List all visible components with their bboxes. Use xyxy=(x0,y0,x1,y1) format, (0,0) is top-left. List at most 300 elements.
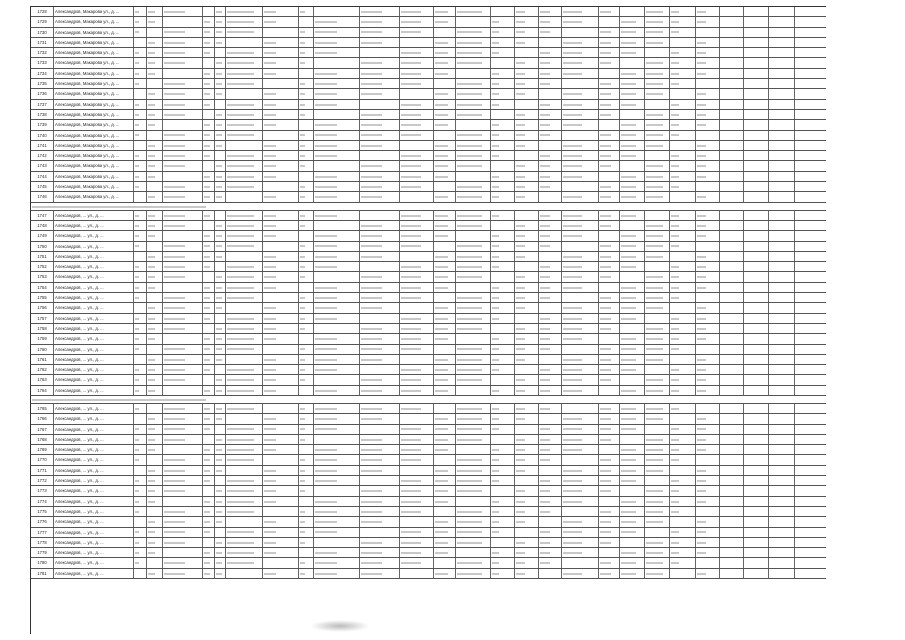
illegible-text xyxy=(516,73,525,75)
cell-col-6 xyxy=(215,355,226,364)
table-row xyxy=(31,445,826,455)
cell-col-20 xyxy=(620,538,645,547)
cell-col-16 xyxy=(515,58,539,67)
cell-col-21 xyxy=(645,252,670,261)
illegible-text xyxy=(135,83,139,85)
cell-col-23 xyxy=(696,242,720,251)
cell-col-8 xyxy=(263,414,299,423)
cell-col-7 xyxy=(226,528,263,537)
cell-col-15 xyxy=(491,172,515,181)
cell-col-13 xyxy=(434,110,456,119)
cell-col-0: 1768 xyxy=(31,435,54,444)
cell-col-22 xyxy=(670,548,696,557)
cell-col-15 xyxy=(491,211,515,220)
cell-col-2 xyxy=(134,172,147,181)
illegible-text xyxy=(563,369,582,371)
cell-col-5 xyxy=(203,365,215,374)
illegible-text xyxy=(563,501,582,503)
illegible-text xyxy=(697,338,706,340)
cell-col-10 xyxy=(314,355,360,364)
cell-col-10 xyxy=(314,303,360,312)
cell-col-4 xyxy=(163,69,203,78)
illegible-text xyxy=(315,459,337,461)
cell-col-3 xyxy=(147,283,163,292)
cell-col-14 xyxy=(456,7,491,16)
cell-col-20 xyxy=(620,110,645,119)
illegible-text xyxy=(361,245,382,247)
illegible-text xyxy=(315,215,337,217)
illegible-text xyxy=(135,348,139,350)
cell-col-9 xyxy=(299,497,314,506)
illegible-text xyxy=(361,42,382,44)
cell-col-20 xyxy=(620,28,645,37)
cell-col-11 xyxy=(360,211,400,220)
cell-col-14 xyxy=(456,486,491,495)
illegible-text xyxy=(216,459,222,461)
cell-col-15 xyxy=(491,262,515,271)
table-row xyxy=(31,7,826,17)
illegible-text xyxy=(621,338,636,340)
illegible-text xyxy=(361,256,382,258)
illegible-text xyxy=(671,428,679,430)
cell-col-14 xyxy=(456,182,491,191)
cell-col-10 xyxy=(314,314,360,323)
cell-col-22 xyxy=(670,131,696,140)
cell-col-19 xyxy=(599,151,620,160)
illegible-text xyxy=(671,62,679,64)
cell-col-1: Александров, Макарова ул., д. ... xyxy=(54,192,134,201)
illegible-text xyxy=(671,83,679,85)
cell-col-6 xyxy=(215,100,226,109)
cell-col-16 xyxy=(515,38,539,47)
cell-col-2 xyxy=(134,375,147,384)
cell-col-10 xyxy=(314,131,360,140)
cell-col-8 xyxy=(263,476,299,485)
cell-col-18 xyxy=(562,231,599,240)
illegible-text xyxy=(646,390,663,392)
cell-col-14 xyxy=(456,221,491,230)
cell-col-23 xyxy=(696,17,720,26)
cell-col-18 xyxy=(562,172,599,181)
cell-col-15 xyxy=(491,7,515,16)
illegible-text xyxy=(600,318,611,320)
cell-col-24 xyxy=(720,161,744,170)
illegible-text xyxy=(401,31,421,33)
cell-col-21 xyxy=(645,324,670,333)
cell-col-13 xyxy=(434,38,456,47)
cell-col-7 xyxy=(226,476,263,485)
illegible-text xyxy=(361,552,382,554)
cell-col-18 xyxy=(562,538,599,547)
illegible-text xyxy=(315,418,337,420)
cell-col-23 xyxy=(696,69,720,78)
illegible-text xyxy=(135,369,139,371)
cell-col-8 xyxy=(263,455,299,464)
cell-col-1: Александров, ... ул., д. ... xyxy=(54,334,134,343)
illegible-text xyxy=(204,501,210,503)
cell-col-21 xyxy=(645,517,670,526)
cell-col-19 xyxy=(599,548,620,557)
cell-col-4 xyxy=(163,386,203,395)
illegible-text xyxy=(671,276,679,278)
illegible-text xyxy=(216,542,222,544)
cell-col-10 xyxy=(314,110,360,119)
illegible-text xyxy=(148,531,155,533)
cell-col-20 xyxy=(620,172,645,181)
illegible-text xyxy=(621,186,636,188)
illegible-text xyxy=(697,21,706,23)
cell-col-11 xyxy=(360,262,400,271)
cell-col-25 xyxy=(744,172,769,181)
cell-col-8 xyxy=(263,38,299,47)
cell-col-18 xyxy=(562,569,599,578)
cell-col-0: 1759 xyxy=(31,334,54,343)
cell-col-9 xyxy=(299,486,314,495)
cell-col-6 xyxy=(215,17,226,26)
illegible-text xyxy=(621,573,636,575)
illegible-text xyxy=(671,348,679,350)
illegible-text xyxy=(300,348,305,350)
illegible-text xyxy=(361,11,382,13)
cell-col-22 xyxy=(670,435,696,444)
cell-col-14 xyxy=(456,38,491,47)
illegible-text xyxy=(516,297,525,299)
cell-col-22 xyxy=(670,445,696,454)
illegible-text xyxy=(216,408,222,410)
cell-col-9 xyxy=(299,455,314,464)
illegible-text xyxy=(563,470,582,472)
illegible-text xyxy=(264,124,276,126)
illegible-text xyxy=(300,256,305,258)
cell-col-12 xyxy=(400,272,434,281)
cell-col-23 xyxy=(696,89,720,98)
cell-col-11 xyxy=(360,425,400,434)
illegible-text xyxy=(401,562,421,564)
cell-col-19 xyxy=(599,262,620,271)
illegible-text xyxy=(563,439,582,441)
illegible-text xyxy=(621,215,636,217)
cell-col-14 xyxy=(456,161,491,170)
cell-col-13 xyxy=(434,7,456,16)
illegible-text xyxy=(216,62,222,64)
cell-col-14 xyxy=(456,425,491,434)
cell-col-11 xyxy=(360,110,400,119)
cell-col-6 xyxy=(215,131,226,140)
cell-col-22 xyxy=(670,79,696,88)
cell-col-15 xyxy=(491,252,515,261)
illegible-text xyxy=(540,134,550,136)
illegible-text xyxy=(227,235,254,237)
cell-col-0: 1752 xyxy=(31,262,54,271)
cell-col-11 xyxy=(360,507,400,516)
table-row xyxy=(31,435,826,445)
illegible-text xyxy=(361,165,382,167)
cell-col-18 xyxy=(562,425,599,434)
cell-col-16 xyxy=(515,211,539,220)
illegible-text xyxy=(216,338,222,340)
cell-col-10 xyxy=(314,435,360,444)
illegible-text xyxy=(227,480,254,482)
cell-col-8 xyxy=(263,548,299,557)
cell-col-17 xyxy=(539,252,562,261)
cell-col-1: Александров, ... ул., д. ... xyxy=(54,303,134,312)
cell-col-17 xyxy=(539,242,562,251)
illegible-text xyxy=(646,470,663,472)
illegible-text xyxy=(492,531,499,533)
cell-col-26 xyxy=(769,558,795,567)
illegible-text xyxy=(697,256,706,258)
cell-col-17 xyxy=(539,548,562,557)
illegible-text xyxy=(216,245,222,247)
cell-col-1: Александров, ... ул., д. ... xyxy=(54,314,134,323)
illegible-text xyxy=(646,235,663,237)
cell-col-2 xyxy=(134,466,147,475)
cell-col-7 xyxy=(226,283,263,292)
illegible-text xyxy=(264,480,276,482)
cell-col-7 xyxy=(226,558,263,567)
illegible-text xyxy=(621,369,636,371)
illegible-text xyxy=(227,104,254,106)
illegible-text xyxy=(600,573,611,575)
cell-col-24 xyxy=(720,345,744,354)
cell-col-19 xyxy=(599,89,620,98)
cell-col-22 xyxy=(670,293,696,302)
cell-col-19 xyxy=(599,404,620,413)
illegible-text xyxy=(600,114,611,116)
cell-col-11 xyxy=(360,172,400,181)
cell-col-18 xyxy=(562,303,599,312)
cell-col-22 xyxy=(670,38,696,47)
illegible-text xyxy=(361,176,382,178)
illegible-text xyxy=(516,31,525,33)
illegible-text xyxy=(516,338,525,340)
cell-col-20 xyxy=(620,141,645,150)
illegible-text xyxy=(264,369,276,371)
cell-col-17 xyxy=(539,345,562,354)
cell-col-18 xyxy=(562,242,599,251)
illegible-text xyxy=(164,297,185,299)
illegible-text xyxy=(227,11,254,13)
illegible-text xyxy=(671,124,679,126)
cell-col-6 xyxy=(215,58,226,67)
illegible-text xyxy=(540,501,550,503)
cell-col-7 xyxy=(226,425,263,434)
cell-col-1: Александров, ... ул., д. ... xyxy=(54,221,134,230)
cell-col-23 xyxy=(696,314,720,323)
illegible-text xyxy=(600,31,611,33)
illegible-text xyxy=(315,521,337,523)
cell-col-24 xyxy=(720,538,744,547)
illegible-text xyxy=(435,287,448,289)
cell-col-26 xyxy=(769,17,795,26)
illegible-text xyxy=(164,470,185,472)
illegible-text xyxy=(457,307,482,309)
cell-col-3 xyxy=(147,242,163,251)
cell-col-22 xyxy=(670,517,696,526)
cell-col-20 xyxy=(620,79,645,88)
cell-col-14 xyxy=(456,141,491,150)
illegible-text xyxy=(671,31,679,33)
illegible-text xyxy=(148,276,155,278)
cell-col-21 xyxy=(645,231,670,240)
illegible-text xyxy=(621,562,636,564)
cell-col-20 xyxy=(620,211,645,220)
cell-col-12 xyxy=(400,507,434,516)
illegible-text xyxy=(697,307,706,309)
illegible-text xyxy=(540,104,550,106)
cell-col-9 xyxy=(299,517,314,526)
cell-col-16 xyxy=(515,476,539,485)
cell-col-16 xyxy=(515,558,539,567)
cell-col-9 xyxy=(299,110,314,119)
cell-col-21 xyxy=(645,283,670,292)
cell-col-2 xyxy=(134,28,147,37)
cell-col-4 xyxy=(163,466,203,475)
cell-col-22 xyxy=(670,110,696,119)
cell-col-12 xyxy=(400,455,434,464)
cell-col-22 xyxy=(670,538,696,547)
illegible-text xyxy=(600,62,611,64)
illegible-text xyxy=(671,297,679,299)
illegible-text xyxy=(600,256,611,258)
illegible-text xyxy=(697,235,706,237)
cell-col-16 xyxy=(515,345,539,354)
cell-col-8 xyxy=(263,211,299,220)
cell-col-1: Александров, ... ул., д. ... xyxy=(54,528,134,537)
illegible-text xyxy=(563,256,582,258)
illegible-text xyxy=(164,134,185,136)
cell-col-18 xyxy=(562,221,599,230)
cell-col-23 xyxy=(696,7,720,16)
cell-col-18 xyxy=(562,445,599,454)
illegible-text xyxy=(540,328,550,330)
cell-col-15 xyxy=(491,345,515,354)
illegible-text xyxy=(492,42,499,44)
cell-col-15 xyxy=(491,355,515,364)
cell-col-10 xyxy=(314,48,360,57)
cell-col-21 xyxy=(645,192,670,201)
illegible-text xyxy=(216,390,222,392)
cell-col-10 xyxy=(314,120,360,129)
cell-col-26 xyxy=(769,497,795,506)
cell-col-11 xyxy=(360,69,400,78)
cell-col-10 xyxy=(314,538,360,547)
illegible-text xyxy=(401,480,421,482)
illegible-text xyxy=(435,470,448,472)
cell-col-14 xyxy=(456,538,491,547)
illegible-text xyxy=(671,11,679,13)
cell-col-4 xyxy=(163,435,203,444)
illegible-text xyxy=(401,511,421,513)
cell-col-7 xyxy=(226,538,263,547)
cell-col-4 xyxy=(163,172,203,181)
illegible-text xyxy=(492,562,499,564)
illegible-text xyxy=(148,93,155,95)
illegible-text xyxy=(435,11,448,13)
table-row xyxy=(31,221,826,231)
illegible-text xyxy=(216,287,222,289)
cell-col-21 xyxy=(645,355,670,364)
illegible-text xyxy=(435,225,448,227)
cell-col-12 xyxy=(400,79,434,88)
cell-col-9 xyxy=(299,404,314,413)
cell-col-7 xyxy=(226,89,263,98)
illegible-text xyxy=(492,83,499,85)
cell-col-0: 1749 xyxy=(31,231,54,240)
cell-col-22 xyxy=(670,414,696,423)
illegible-text xyxy=(315,318,337,320)
cell-col-18 xyxy=(562,314,599,323)
illegible-text xyxy=(621,83,636,85)
illegible-text xyxy=(264,470,276,472)
illegible-text xyxy=(315,42,337,44)
cell-col-4 xyxy=(163,517,203,526)
cell-col-0: 1778 xyxy=(31,538,54,547)
cell-col-15 xyxy=(491,375,515,384)
cell-col-17 xyxy=(539,445,562,454)
cell-col-20 xyxy=(620,345,645,354)
cell-col-10 xyxy=(314,293,360,302)
cell-col-19 xyxy=(599,161,620,170)
cell-col-15 xyxy=(491,28,515,37)
illegible-text xyxy=(204,348,210,350)
cell-col-2 xyxy=(134,38,147,47)
cell-col-3 xyxy=(147,569,163,578)
illegible-text xyxy=(457,348,482,350)
illegible-text xyxy=(401,176,421,178)
cell-col-23 xyxy=(696,141,720,150)
cell-col-10 xyxy=(314,89,360,98)
cell-col-4 xyxy=(163,314,203,323)
cell-col-21 xyxy=(645,425,670,434)
section-title xyxy=(31,396,826,403)
illegible-text xyxy=(401,52,421,54)
illegible-text xyxy=(457,408,482,410)
illegible-text xyxy=(600,459,611,461)
cell-col-19 xyxy=(599,365,620,374)
illegible-text xyxy=(148,235,155,237)
illegible-text xyxy=(621,93,636,95)
cell-col-9 xyxy=(299,324,314,333)
illegible-text xyxy=(516,287,525,289)
cell-col-21 xyxy=(645,375,670,384)
cell-col-24 xyxy=(720,528,744,537)
cell-col-10 xyxy=(314,262,360,271)
cell-col-1: Александров, ... ул., д. ... xyxy=(54,345,134,354)
cell-col-25 xyxy=(744,120,769,129)
cell-col-13 xyxy=(434,100,456,109)
cell-col-1: Александров, ... ул., д. ... xyxy=(54,272,134,281)
cell-col-8 xyxy=(263,242,299,251)
illegible-text xyxy=(148,501,155,503)
illegible-text xyxy=(135,235,139,237)
cell-col-9 xyxy=(299,211,314,220)
illegible-text xyxy=(457,93,482,95)
cell-col-2 xyxy=(134,242,147,251)
cell-col-14 xyxy=(456,100,491,109)
illegible-text xyxy=(492,449,499,451)
illegible-text xyxy=(435,338,448,340)
illegible-text xyxy=(135,408,139,410)
cell-col-23 xyxy=(696,28,720,37)
table-row xyxy=(31,548,826,558)
cell-col-8 xyxy=(263,435,299,444)
illegible-text xyxy=(216,124,222,126)
illegible-text xyxy=(216,552,222,554)
illegible-text xyxy=(457,165,482,167)
cell-col-23 xyxy=(696,466,720,475)
cell-col-4 xyxy=(163,262,203,271)
